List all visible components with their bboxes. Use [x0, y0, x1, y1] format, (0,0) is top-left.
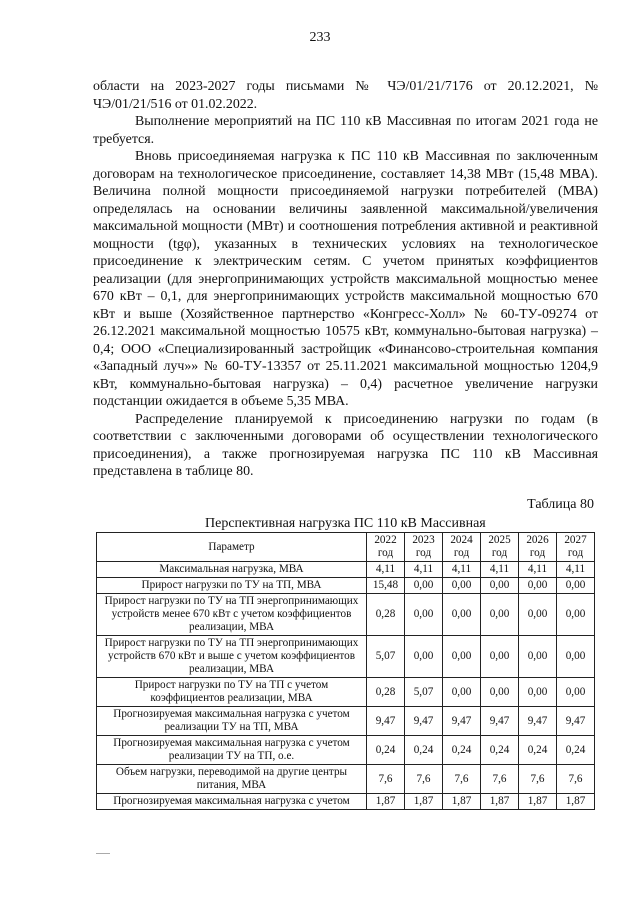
row-value: 7,6	[367, 765, 405, 794]
table-row	[97, 562, 595, 578]
table-row	[97, 794, 595, 810]
row-value: 15,48	[367, 578, 405, 594]
row-value: 9,47	[443, 707, 481, 736]
paragraph-4: Распределение планируемой к присоединению нагрузки по годам (в соответствии с заключенными договорами об осуществлении технологического присоединения), а также прогнозируемая нагрузка ПС 110 кВ Массивная представлена в таблице 80.	[93, 411, 598, 479]
table-row	[97, 678, 595, 707]
row-value: 0,00	[481, 594, 519, 636]
row-value: 9,47	[481, 707, 519, 736]
body-text	[93, 78, 598, 481]
row-value: 1,87	[557, 794, 595, 810]
param-header: Параметр	[97, 533, 367, 562]
row-value: 9,47	[367, 707, 405, 736]
row-label: Объем нагрузки, переводимой на другие центры питания, МВА	[97, 765, 367, 794]
page-number: 233	[309, 30, 331, 45]
row-value: 0,00	[557, 594, 595, 636]
row-value: 0,00	[519, 678, 557, 707]
row-value: 0,00	[443, 636, 481, 678]
row-value: 0,24	[519, 736, 557, 765]
row-value: 0,00	[405, 578, 443, 594]
row-value: 0,00	[443, 578, 481, 594]
row-label: Максимальная нагрузка, МВА	[97, 562, 367, 578]
row-value: 0,28	[367, 594, 405, 636]
row-value: 0,00	[557, 636, 595, 678]
table-row	[97, 636, 595, 678]
row-value: 0,00	[405, 636, 443, 678]
row-value: 4,11	[367, 562, 405, 578]
row-value: 0,00	[443, 678, 481, 707]
row-value: 9,47	[519, 707, 557, 736]
table-row	[97, 578, 595, 594]
row-label: Прирост нагрузки по ТУ на ТП энергопринимающих устройств 670 кВт и выше с учетом коэффициентов реализации, МВА	[97, 636, 367, 678]
row-value: 0,28	[367, 678, 405, 707]
year-header: 2027 год	[557, 533, 595, 562]
row-value: 0,00	[481, 578, 519, 594]
row-value: 0,24	[405, 736, 443, 765]
row-value: 0,00	[519, 578, 557, 594]
row-value: 0,24	[481, 736, 519, 765]
row-value: 0,00	[443, 594, 481, 636]
row-value: 7,6	[405, 765, 443, 794]
year-header: 2024 год	[443, 533, 481, 562]
row-label: Прирост нагрузки по ТУ на ТП, МВА	[97, 578, 367, 594]
row-value: 0,00	[557, 578, 595, 594]
table-row	[97, 736, 595, 765]
row-value: 0,24	[557, 736, 595, 765]
paragraph-3: Вновь присоединяемая нагрузка к ПС 110 кВ Массивная по заключенным договорам на технологическое присоединение, составляет 14,38 МВт (15,48 МВА). Величина полной мощности присоединяемой нагрузки потребителей (МВА) определялась на основании величины заявленной максимальной/увеличения максимальной мощности (МВт) и соотношения потребления активной и реактивной мощности (tgφ), указанных в технических условиях на технологическое присоединение к электрическим сетям. С учетом принятых коэффициентов реализации (для энергопринимающих устройств максимальной мощностью менее 670 кВт – 0,1, для энергопринимающих устройств максимальной мощностью 670 кВт и выше (Хозяйственное партнерство «Конгресс-Холл» № 60-ТУ-09274 от 26.12.2021 максимальной мощностью 10575 кВт, коммунально-бытовая нагрузка) – 0,4; ООО «Специализированный застройщик «Финансово-строительная компания «Западный луч»» № 60-ТУ-13357 от 25.11.2021 максимальной мощностью 1204,9 кВт, коммунально-бытовая нагрузка) – 0,4) расчетное увеличение нагрузки подстанции ожидается в объеме 5,35 МВА.	[93, 149, 598, 409]
row-value: 4,11	[481, 562, 519, 578]
row-value: 0,00	[405, 594, 443, 636]
row-value: 7,6	[481, 765, 519, 794]
row-value: 5,07	[367, 636, 405, 678]
row-label: Прогнозируемая максимальная нагрузка с учетом реализации ТУ на ТП, о.е.	[97, 736, 367, 765]
row-value: 4,11	[519, 562, 557, 578]
table-number: Таблица 80	[527, 497, 594, 512]
row-value: 5,07	[405, 678, 443, 707]
row-value: 7,6	[443, 765, 481, 794]
row-value: 4,11	[405, 562, 443, 578]
table-row	[97, 594, 595, 636]
paragraph-2: Выполнение мероприятий на ПС 110 кВ Массивная по итогам 2021 года не требуется.	[93, 114, 598, 147]
row-value: 0,24	[367, 736, 405, 765]
row-value: 9,47	[405, 707, 443, 736]
paragraph-1: области на 2023-2027 годы письмами № ЧЭ/01/21/7176 от 20.12.2021, № ЧЭ/01/21/516 от 01.02.2022.	[93, 79, 598, 112]
table-header-row	[97, 533, 595, 562]
table-title: Перспективная нагрузка ПС 110 кВ Массивная	[205, 516, 486, 531]
scan-mark	[96, 853, 110, 854]
row-value: 0,00	[557, 678, 595, 707]
row-value: 0,00	[519, 636, 557, 678]
row-value: 0,00	[481, 678, 519, 707]
load-table	[96, 532, 595, 810]
row-value: 0,00	[481, 636, 519, 678]
row-value: 1,87	[443, 794, 481, 810]
row-value: 7,6	[519, 765, 557, 794]
row-value: 9,47	[557, 707, 595, 736]
table-row	[97, 765, 595, 794]
year-header: 2023 год	[405, 533, 443, 562]
row-label: Прогнозируемая максимальная нагрузка с учетом	[97, 794, 367, 810]
year-header: 2025 год	[481, 533, 519, 562]
row-value: 1,87	[405, 794, 443, 810]
row-value: 4,11	[557, 562, 595, 578]
row-value: 0,24	[443, 736, 481, 765]
row-value: 1,87	[367, 794, 405, 810]
row-label: Прирост нагрузки по ТУ на ТП с учетом коэффициентов реализации, МВА	[97, 678, 367, 707]
row-value: 0,00	[519, 594, 557, 636]
year-header: 2022 год	[367, 533, 405, 562]
year-header: 2026 год	[519, 533, 557, 562]
row-label: Прирост нагрузки по ТУ на ТП энергопринимающих устройств менее 670 кВт с учетом коэффициентов реализации, МВА	[97, 594, 367, 636]
row-value: 7,6	[557, 765, 595, 794]
row-label: Прогнозируемая максимальная нагрузка с учетом реализации ТУ на ТП, МВА	[97, 707, 367, 736]
table-row	[97, 707, 595, 736]
row-value: 1,87	[481, 794, 519, 810]
row-value: 4,11	[443, 562, 481, 578]
row-value: 1,87	[519, 794, 557, 810]
